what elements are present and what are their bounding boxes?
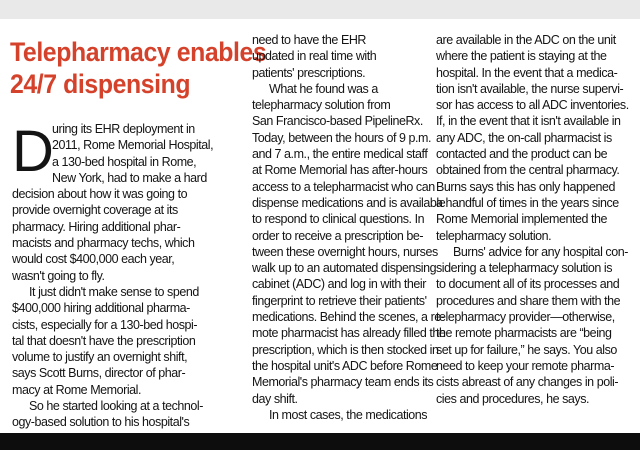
- text-line: Burns says this has only happened: [436, 179, 616, 194]
- text-line: In most cases, the medications: [269, 407, 428, 422]
- article-column-1: [12, 121, 247, 431]
- text-line: says Scott Burns, director of phar-: [12, 366, 186, 381]
- text-line: cists abreast of any changes in poli-: [436, 375, 619, 390]
- text-line: If, in the event that it isn't available in: [436, 114, 621, 129]
- text-line: Memorial's pharmacy team ends its: [252, 375, 434, 390]
- article-column-3: [436, 32, 629, 407]
- text-line: cies and procedures, he says.: [436, 391, 590, 406]
- text-line: hospital. In the event that a medica-: [436, 65, 618, 80]
- text-line: So he started looking at a technol-: [29, 399, 203, 414]
- paragraph: [12, 284, 247, 398]
- article-title: [10, 36, 267, 100]
- text-line: $400,000 hiring additional pharma-: [12, 301, 190, 316]
- paragraph: [252, 32, 430, 81]
- text-line: need to keep your remote pharma-: [436, 358, 615, 373]
- text-line: It just didn't make sense to spend: [29, 284, 199, 299]
- bottom-black-band: [0, 433, 640, 450]
- text-line: to respond to clinical questions. In: [252, 212, 425, 227]
- text-line: a handful of times in the years since: [436, 195, 619, 210]
- text-line: telepharmacy solution from: [252, 98, 391, 113]
- text-line: macists and pharmacy techs, which: [12, 236, 195, 251]
- text-line: obtained from the central pharmacy.: [436, 163, 620, 178]
- text-line: Burns' advice for any hospital con-: [453, 244, 628, 259]
- text-line: updated in real time with: [252, 49, 377, 64]
- article-column-2: [252, 32, 446, 423]
- text-line: the hospital unit's ADC before Rome: [252, 358, 438, 373]
- text-line: day shift.: [252, 391, 298, 406]
- paragraph: [12, 121, 247, 284]
- title-line: 24/7 dispensing: [10, 69, 191, 99]
- text-line: San Francisco-based PipelineRx.: [252, 114, 423, 129]
- text-line: procedures and share them with the: [436, 293, 621, 308]
- text-line: volume to justify an overnight shift,: [12, 350, 188, 365]
- drop-cap: D: [12, 119, 54, 184]
- text-line: the remote pharmacists are “being: [436, 326, 612, 341]
- text-line: need to have the EHR: [252, 33, 366, 47]
- text-line: mote pharmacist has already filled the: [252, 326, 446, 341]
- text-line: Today, between the hours of 9 p.m.: [252, 130, 432, 145]
- text-line: sidering a telepharmacy solution is: [436, 261, 613, 276]
- text-line: contacted and the product can be: [436, 147, 608, 162]
- paragraph: [436, 32, 629, 244]
- text-line: ogy-based solution to his hospital's: [12, 415, 190, 430]
- text-line: telepharmacy provider—otherwise,: [436, 310, 615, 325]
- title-line: Telepharmacy enables: [10, 37, 267, 67]
- text-line: What he found was a: [269, 81, 378, 96]
- text-line: cabinet (ADC) and log in with their: [252, 277, 426, 292]
- text-line: and 7 a.m., the entire medical staff: [252, 147, 428, 162]
- text-line: tween these overnight hours, nurses: [252, 244, 438, 259]
- text-line: macy at Rome Memorial.: [12, 382, 142, 397]
- text-line: wasn't going to fly.: [12, 268, 105, 283]
- text-line: New York, had to make a hard: [52, 170, 207, 185]
- text-line: telepharmacy solution.: [436, 228, 552, 243]
- paragraph: [12, 398, 247, 431]
- text-line: tal that doesn't have the prescription: [12, 333, 196, 348]
- text-line: 2011, Rome Memorial Hospital,: [52, 138, 214, 153]
- text-line: prescription, which is then stocked in: [252, 342, 439, 357]
- text-line: patients' prescriptions.: [252, 65, 366, 80]
- text-line: would cost $400,000 each year,: [12, 252, 175, 267]
- text-line: set up for failure,” he says. You also: [436, 342, 617, 357]
- text-line: walk up to an automated dispensing: [252, 261, 437, 276]
- text-line: a 130-bed hospital in Rome,: [52, 154, 197, 169]
- paragraph: [436, 244, 628, 407]
- text-line: decision about how it was going to: [12, 187, 188, 202]
- text-line: at Rome Memorial has after-hours: [252, 163, 428, 178]
- text-line: are available in the ADC on the unit: [436, 33, 616, 47]
- text-line: Rome Memorial implemented the: [436, 212, 608, 227]
- paragraph: [252, 81, 446, 407]
- text-line: where the patient is staying at the: [436, 49, 607, 64]
- text-line: any ADC, the on-call pharmacist is: [436, 130, 612, 145]
- text-line: cists, especially for a 130-bed hospi-: [12, 317, 198, 332]
- paragraph: [252, 407, 430, 423]
- text-line: order to receive a prescription be-: [252, 228, 424, 243]
- text-line: medications. Behind the scenes, a re-: [252, 310, 445, 325]
- text-line: pharmacy. Hiring additional phar-: [12, 219, 181, 234]
- top-gray-band: [0, 0, 640, 19]
- text-line: fingerprint to retrieve their patients': [252, 293, 427, 308]
- text-line: access to a telepharmacist who can: [252, 179, 435, 194]
- text-line: tion isn't available, the nurse supervi-: [436, 81, 624, 96]
- text-line: uring its EHR deployment in: [52, 122, 195, 136]
- text-line: sor has access to all ADC inventories.: [436, 98, 629, 113]
- text-line: dispense medications and is available: [252, 195, 446, 210]
- text-line: provide overnight coverage at its: [12, 203, 178, 218]
- text-line: to document all of its processes and: [436, 277, 620, 292]
